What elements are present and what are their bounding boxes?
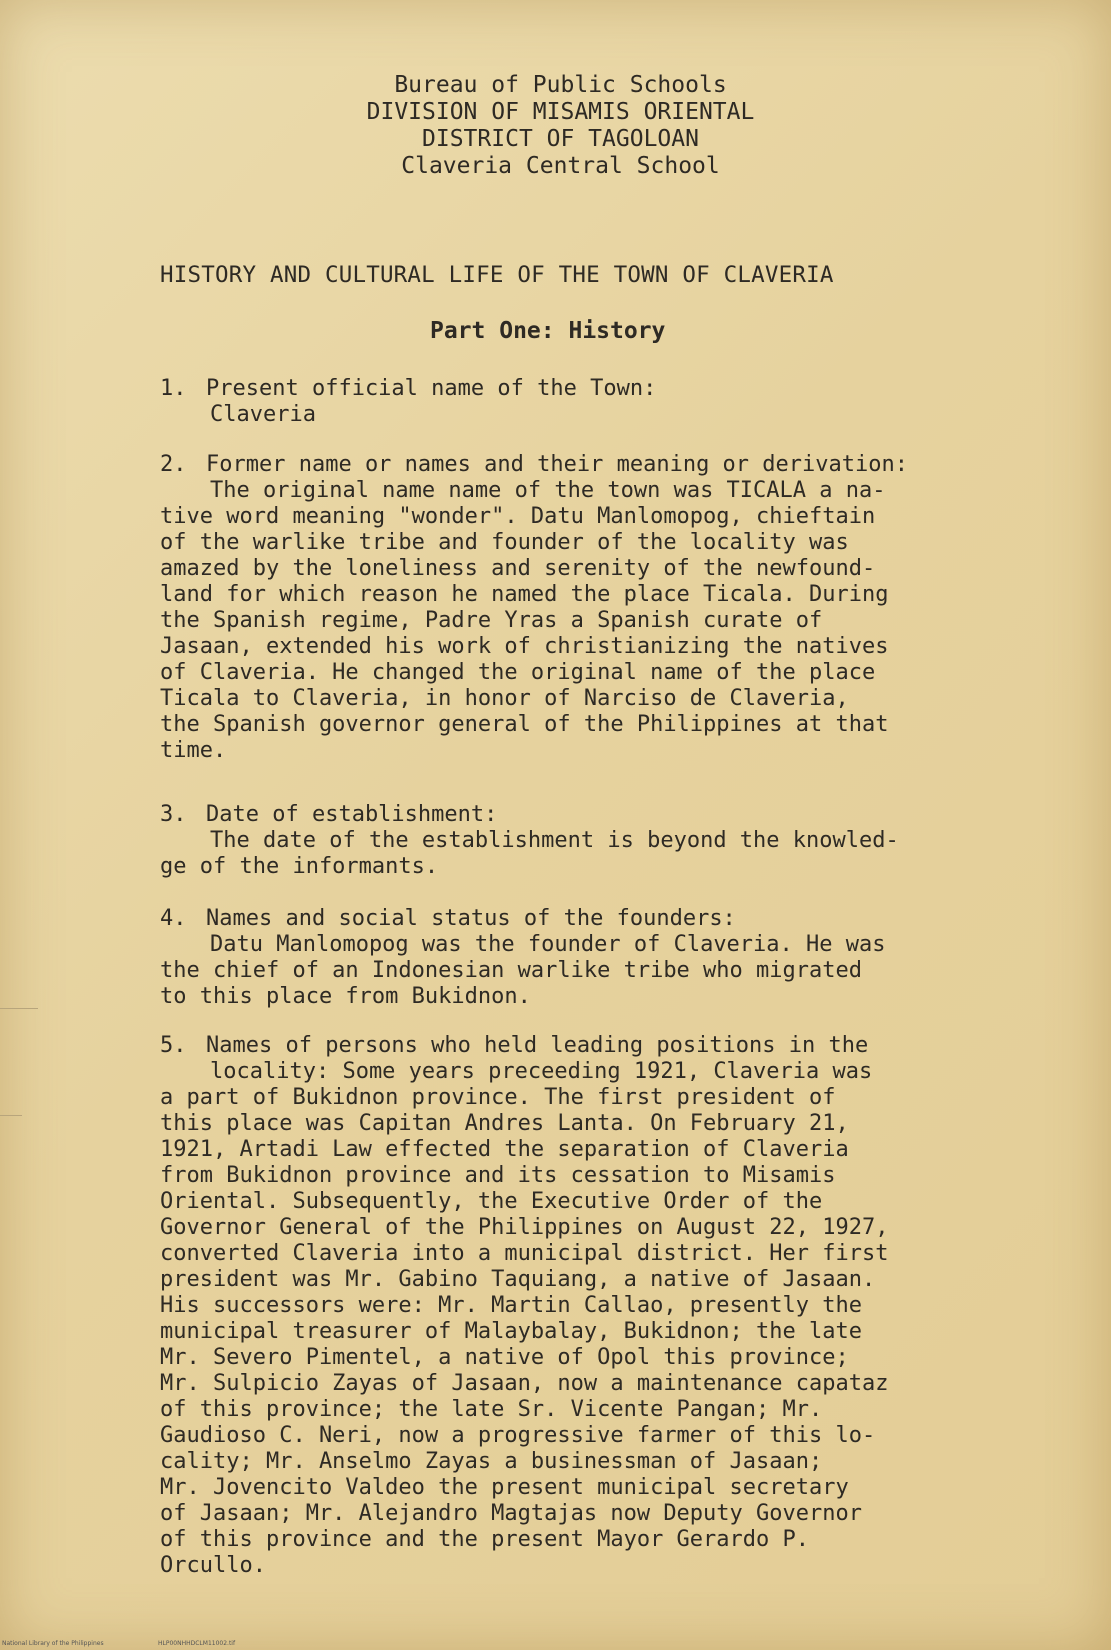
section-line: Datu Manlomopog was the founder of Claveria. He was: [210, 932, 886, 957]
section-line: cality; Mr. Anselmo Zayas a businessman of Jasaan;: [160, 1449, 823, 1474]
section-line: 1921, Artadi Law effected the separation of Claveria: [160, 1137, 849, 1162]
section-line: of Claveria. He changed the original name of the place: [160, 660, 876, 685]
section-line: Jasaan, extended his work of christianizing the natives: [160, 634, 889, 659]
section-number: 4.: [160, 906, 187, 931]
section-number: 3.: [160, 802, 187, 827]
section-line: president was Mr. Gabino Taquiang, a native of Jasaan.: [160, 1267, 876, 1292]
section-line: land for which reason he named the place Ticala. During: [160, 582, 889, 607]
section-line: His successors were: Mr. Martin Callao, presently the: [160, 1293, 862, 1318]
section-line: Claveria: [210, 402, 316, 427]
section-heading: Names of persons who held leading positions in the: [206, 1033, 869, 1058]
section-line: of this province and the present Mayor Gerardo P.: [160, 1527, 810, 1552]
section-number: 2.: [160, 452, 187, 477]
section-line: this place was Capitan Andres Lanta. On February 21,: [160, 1111, 849, 1136]
section-line: Governor General of the Philippines on August 22, 1927,: [160, 1215, 889, 1240]
document-title: HISTORY AND CULTURAL LIFE OF THE TOWN OF CLAVERIA: [160, 262, 834, 288]
section-line: from Bukidnon province and its cessation to Misamis: [160, 1163, 836, 1188]
section-leading-persons: [160, 1033, 1090, 1579]
scan-filename: HLP00NHHDCLM11002.tif: [158, 1640, 236, 1647]
section-former-names: [160, 452, 1090, 764]
section-line: Gaudioso C. Neri, now a progressive farmer of this lo-: [160, 1423, 876, 1448]
section-line: the Spanish governor general of the Philippines at that: [160, 712, 889, 737]
section-heading: Present official name of the Town:: [206, 376, 657, 401]
section-line: The date of the establishment is beyond the knowled-: [210, 828, 899, 853]
district-line: DISTRICT OF TAGOLOAN: [422, 126, 699, 152]
section-line: of the warlike tribe and founder of the locality was: [160, 530, 849, 555]
section-line: municipal treasurer of Malaybalay, Bukidnon; the late: [160, 1319, 862, 1344]
section-heading: Date of establishment:: [206, 802, 498, 827]
section-founders: [160, 906, 1090, 1010]
section-line: Mr. Severo Pimentel, a native of Opol this province;: [160, 1345, 849, 1370]
archive-label: National Library of the Philippines: [2, 1640, 104, 1647]
school-line: Claveria Central School: [401, 153, 720, 179]
section-line: a part of Bukidnon province. The first president of: [160, 1085, 836, 1110]
section-line: of Jasaan; Mr. Alejandro Magtajas now Deputy Governor: [160, 1501, 862, 1526]
section-line: locality: Some years preceeding 1921, Claveria was: [210, 1059, 873, 1084]
section-number: 1.: [160, 376, 187, 401]
section-line: Ticala to Claveria, in honor of Narciso de Claveria,: [160, 686, 849, 711]
section-line: The original name name of the town was TICALA a na-: [210, 478, 886, 503]
section-line: amazed by the loneliness and serenity of the newfound-: [160, 556, 876, 581]
section-heading: Former name or names and their meaning or derivation:: [206, 452, 908, 477]
section-line: ge of the informants.: [160, 854, 439, 879]
section-line: tive word meaning "wonder". Datu Manlomopog, chieftain: [160, 504, 876, 529]
section-line: the chief of an Indonesian warlike tribe who migrated: [160, 958, 862, 983]
section-line: Mr. Sulpicio Zayas of Jasaan, now a maintenance capataz: [160, 1371, 889, 1396]
section-heading: Names and social status of the founders:: [206, 906, 736, 931]
bureau-line: Bureau of Public Schools: [394, 72, 727, 98]
division-line: DIVISION OF MISAMIS ORIENTAL: [366, 99, 755, 125]
section-line: Orcullo.: [160, 1553, 266, 1578]
section-line: Mr. Jovencito Valdeo the present municipal secretary: [160, 1475, 849, 1500]
margin-mark: [0, 1008, 38, 1009]
section-line: the Spanish regime, Padre Yras a Spanish curate of: [160, 608, 823, 633]
section-official-name: [160, 376, 1090, 428]
section-line: Oriental. Subsequently, the Executive Order of the: [160, 1189, 823, 1214]
section-line: of this province; the late Sr. Vicente Pangan; Mr.: [160, 1397, 823, 1422]
section-number: 5.: [160, 1033, 187, 1058]
section-line: time.: [160, 738, 227, 763]
part-heading: Part One: History: [430, 318, 666, 344]
section-line: to this place from Bukidnon.: [160, 984, 531, 1009]
section-line: converted Claveria into a municipal district. Her first: [160, 1241, 889, 1266]
section-establishment-date: [160, 802, 1090, 880]
letterhead: [0, 72, 1111, 180]
margin-mark: [0, 1115, 22, 1116]
